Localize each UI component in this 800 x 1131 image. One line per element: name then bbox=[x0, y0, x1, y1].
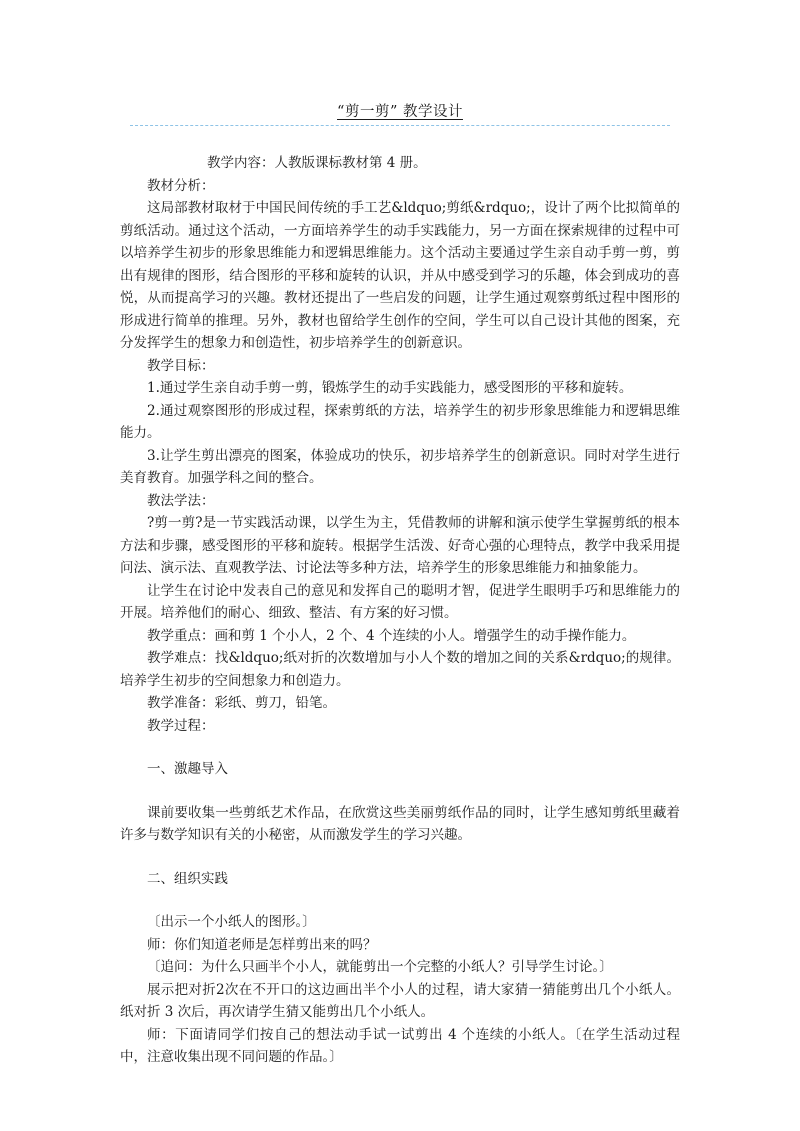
goal-item-3: 3.让学生剪出漂亮的图案，体验成功的快乐，初步培养学生的创新意识。同时对学生进行美育教育。加强学科之间的整合。 bbox=[120, 447, 680, 486]
preparation: 教学准备：彩纸、剪刀，铅笔。 bbox=[147, 695, 336, 711]
method-paragraph-2: 让学生在讨论中发表自己的意见和发挥自己的聪明才智，促进学生眼明手巧和思维能力的开展。培养他们的耐心、细致、整洁、有方案的好习惯。 bbox=[120, 582, 680, 621]
section-2-heading: 二、组织实践 bbox=[147, 870, 228, 887]
key-point: 教学重点：画和剪 1 个小人，2 个、4 个连续的小人。增强学生的动手操作能力。 bbox=[147, 627, 636, 644]
goal-item-1: 1.通过学生亲自动手剪一剪，锻炼学生的动手实践能力，感受图形的平移和旋转。 bbox=[147, 380, 633, 396]
content-line: 教学内容：人教版课标教材第 4 册。 bbox=[207, 155, 427, 171]
spacer bbox=[120, 781, 680, 802]
section-2-line-4: 展示把对折2次在不开口的这边画出半个小人的过程，请大家猜一猜能剪出几个小纸人。纸对折 3 次后，再次请学生猜又能剪出几个小纸人。 bbox=[120, 981, 680, 1020]
document-title: “剪一剪” 教学设计 bbox=[337, 104, 463, 120]
section-1-paragraph: 课前要收集一些剪纸艺术作品，在欣赏这些美丽剪纸作品的同时，让学生感知剪纸里藏着许多与数学知识有关的小秘密，从而激发学生的学习兴趣。 bbox=[120, 804, 680, 843]
section-2-line-3: 〔追问：为什么只画半个小人，就能剪出一个完整的小纸人？引导学生讨论。〕 bbox=[147, 959, 613, 975]
section-2-line-5: 师：下面请同学们按自己的想法动手试一试剪出 4 个连续的小纸人。〔在学生活动过程中，注意收集出现不同问题的作品。〕 bbox=[120, 1026, 680, 1065]
analysis-paragraph: 这局部教材取材于中国民间传统的手工艺&ldquo;剪纸&rdquo;，设计了两个比拟简单的剪纸活动。通过这个活动，一方面培养学生的动手实践能力，另一方面在探索规律的过程中可以培养学生初步的形象思维能力和逻辑思维能力。这个活动主要通过学生亲自动手剪一剪，剪出有规律的图形，结合图形的平移和旋转的认识，并从中感受到学习的乐趣，体会到成功的喜悦，从而提高学习的兴趣。教材还提出了一些启发的问题，让学生通过观察剪纸过程中图形的形成进行简单的推理。另外，教材也留给学生创作的空间，学生可以自己设计其他的图案，充分发挥学生的想象力和创造性，初步培养学生的创新意识。 bbox=[120, 200, 680, 351]
method-paragraph-1: ?剪一剪?是一节实践活动课，以学生为主，凭借教师的讲解和演示使学生掌握剪纸的根本方法和步骤，感受图形的平移和旋转。根据学生活泼、好奇心强的心理特点，教学中我采用提问法、演示法、直观教学法、讨论法等多种方法，培养学生的形象思维能力和抽象能力。 bbox=[120, 515, 680, 576]
process-heading: 教学过程： bbox=[147, 717, 215, 734]
spacer bbox=[120, 890, 680, 911]
section-2-line-2: 师：你们知道老师是怎样剪出来的吗？ bbox=[147, 936, 377, 953]
goals-heading: 教学目标： bbox=[147, 357, 215, 374]
section-1-heading: 一、激趣导入 bbox=[147, 761, 228, 777]
difficulty: 教学难点：找&ldquo;纸对折的次数增加与小人个数的增加之间的关系&rdquo;的规律。培养学生初步的空间想象力和创造力。 bbox=[120, 650, 680, 689]
section-2-line-1: 〔出示一个小纸人的图形。〕 bbox=[147, 914, 316, 930]
analysis-heading: 教材分析： bbox=[147, 177, 215, 194]
spacer bbox=[120, 847, 680, 868]
document-body bbox=[120, 152, 680, 1069]
title-divider bbox=[130, 125, 670, 126]
spacer bbox=[120, 737, 680, 758]
goal-item-2: 2.通过观察图形的形成过程，探索剪纸的方法，培养学生的初步形象思维能力和逻辑思维能力。 bbox=[120, 402, 680, 441]
method-heading: 教法学法： bbox=[147, 492, 215, 509]
